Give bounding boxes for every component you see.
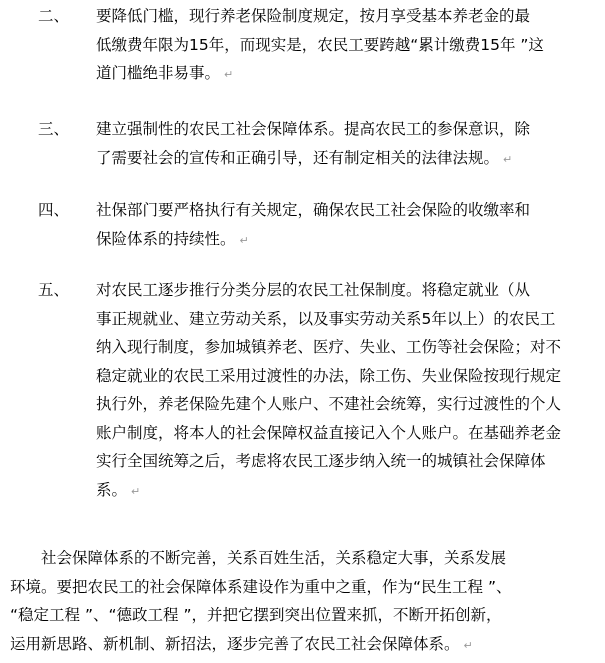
paragraph-mark-icon: ↵ — [239, 233, 249, 247]
paragraph-mark-icon: ↵ — [224, 68, 234, 81]
text-line: 对农民工逐步推行分类分层的农民工社保制度。将稳定就业（从 — [96, 281, 531, 299]
item-number: 三、 — [38, 120, 70, 138]
text-line: 事正规就业、建立劳动关系，以及事实劳动关系5年以上）的农民工 — [96, 309, 556, 328]
text-line: 低缴费年限为15年，而现实是，农民工要跨越“累计缴费15年 ”这 — [96, 35, 544, 54]
text-line: 要降低门槛，现行养老保险制度规定，按月享受基本养老金的最 — [96, 7, 531, 25]
text-line: 纳入现行制度，参加城镇养老、医疗、失业、工伤等社会保险；对不 — [96, 338, 562, 356]
item-number: 二、 — [38, 7, 70, 25]
item-number: 四、 — [38, 201, 70, 219]
text-line: 系。 ↵ — [96, 480, 141, 499]
text-line: 社会保障体系的不断完善，关系百姓生活，关系稳定大事，关系发展 — [10, 549, 507, 567]
closing-paragraph — [10, 544, 595, 660]
list-item-3 — [38, 115, 593, 174]
text-line: 稳定就业的农民工采用过渡性的办法，除工伤、失业保险按现行规定 — [96, 366, 562, 385]
text-line: 运用新思路、新机制、新招法，逐步完善了农民工社会保障体系。 ↵ — [10, 634, 473, 653]
paragraph-mark-icon: ↵ — [503, 152, 513, 166]
list-item-5 — [38, 276, 593, 506]
text-line: 了需要社会的宣传和正确引导，还有制定相关的法律法规。 ↵ — [96, 148, 513, 167]
paragraph-mark-icon: ↵ — [463, 638, 473, 652]
text-line: 账户制度，将本人的社会保障权益直接记入个人账户。在基础养老金 — [96, 423, 562, 442]
item-text — [96, 2, 593, 90]
paragraph-mark-icon: ↵ — [131, 484, 141, 498]
text-line: 道门槛绝非易事。 ↵ — [96, 64, 234, 82]
list-item-2 — [38, 2, 593, 90]
text-line: 建立强制性的农民工社会保障体系。提高农民工的参保意识，除 — [96, 120, 531, 138]
text-line: 社保部门要严格执行有关规定，确保农民工社会保险的收缴率和 — [96, 201, 531, 219]
item-text — [96, 276, 593, 506]
text-line: “稳定工程 ”、“德政工程 ”，并把它摆到突出位置来抓，不断开拓创新， — [10, 606, 502, 624]
text-line: 环境。要把农民工的社会保障体系建设作为重中之重，作为“民生工程 ”、 — [10, 577, 512, 596]
item-number: 五、 — [38, 281, 70, 299]
list-item-4 — [38, 196, 593, 255]
item-text — [96, 196, 593, 255]
item-text — [96, 115, 593, 174]
text-line: 保险体系的持续性。 ↵ — [96, 229, 249, 248]
text-line: 实行全国统筹之后，考虑将农民工逐步纳入统一的城镇社会保障体 — [96, 452, 546, 470]
text-line: 执行外，养老保险先建个人账户、不建社会统筹，实行过渡性的个人 — [96, 395, 562, 413]
